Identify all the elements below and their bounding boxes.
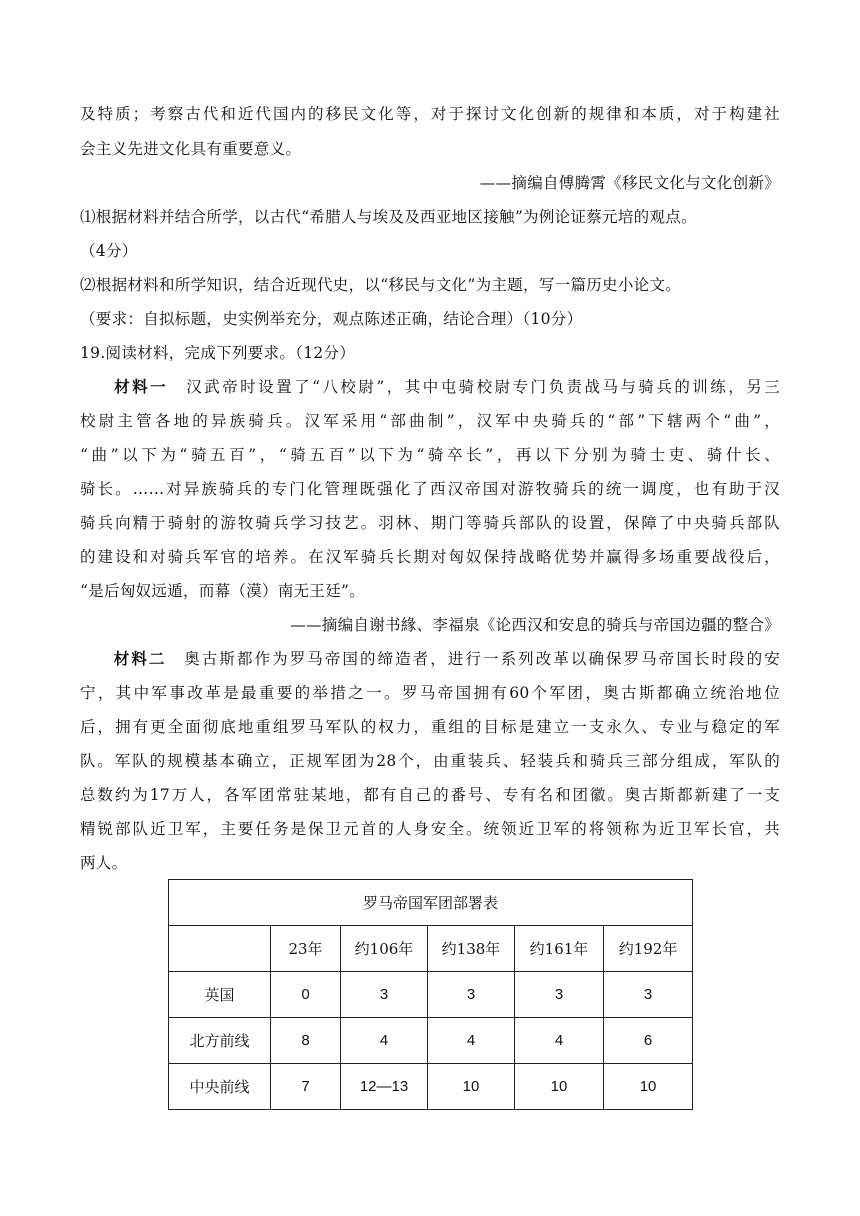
table-cell: 8 xyxy=(271,1018,341,1064)
table-cell: 4 xyxy=(515,1018,604,1064)
table-title: 罗马帝国军团部署表 xyxy=(169,880,693,926)
material-1-text: 汉武帝时设置了“八校尉”，其中屯骑校尉专门负责战马与骑兵的训练，另三 xyxy=(184,378,780,396)
table-cell: 10 xyxy=(604,1064,693,1110)
table-header-row xyxy=(169,926,693,972)
intro-source: ——摘编自傅腾霄《移民文化与文化创新》 xyxy=(479,174,780,192)
table-row xyxy=(169,1018,693,1064)
intro-line-2: 会主义先进文化具有重要意义。 xyxy=(80,140,302,158)
table-cell: 4 xyxy=(428,1018,515,1064)
material-2-text: 奥古斯都作为罗马帝国的缔造者，进行一系列改革以确保罗马帝国长时段的安 xyxy=(182,650,780,668)
material-2-line-4: 队。军队的规模基本确立，正规军团为28个，由重装兵、轻装兵和骑兵三部分组成，军队的 xyxy=(80,752,780,770)
material-1-line-1 xyxy=(80,376,780,398)
table-row xyxy=(169,972,693,1018)
table-header-cell: 约161年 xyxy=(515,926,604,972)
question-1-line-2: （4分） xyxy=(80,242,138,260)
question-19-header: 19.阅读材料，完成下列要求。（12分） xyxy=(80,344,356,362)
table-title-row xyxy=(169,880,693,926)
material-1-line-3: “曲”以下为“骑五百”，“骑五百”以下为“骑卒长”，再以下分别为骑士吏、骑什长、 xyxy=(80,446,780,464)
table-cell: 12—13 xyxy=(341,1064,428,1110)
table-row xyxy=(169,1064,693,1110)
table-cell: 3 xyxy=(604,972,693,1018)
table-cell: 3 xyxy=(341,972,428,1018)
table-cell: 4 xyxy=(341,1018,428,1064)
material-1-line-4: 骑长。……对异族骑兵的专门化管理既强化了西汉帝国对游牧骑兵的统一调度，也有助于汉 xyxy=(80,480,780,498)
table-cell: 0 xyxy=(271,972,341,1018)
material-1-label: 材料一 xyxy=(112,377,169,396)
table-cell: 7 xyxy=(271,1064,341,1110)
table-cell: 3 xyxy=(515,972,604,1018)
table-cell: 3 xyxy=(428,972,515,1018)
material-1-source: ——摘编自谢书緣、李福泉《论西汉和安息的骑兵与帝国边疆的整合》 xyxy=(290,616,780,634)
material-2-line-5: 总数约为17万人，各军团常驻某地，都有自己的番号、专有名和团徽。奥古斯都新建了一支 xyxy=(80,786,780,804)
table-header-cell: 23年 xyxy=(271,926,341,972)
table-cell: 10 xyxy=(428,1064,515,1110)
material-2-line-1 xyxy=(80,648,780,670)
material-2-label: 材料二 xyxy=(112,649,167,668)
table-row-label: 英国 xyxy=(169,972,271,1018)
legion-deployment-table xyxy=(168,879,693,1110)
question-2-line-1: ⑵根据材料和所学知识，结合近现代史，以“移民与文化”为主题，写一篇历史小论文。 xyxy=(80,276,682,294)
material-1-line-7: “是后匈奴远遁，而幕（漠）南无王廷”。 xyxy=(80,582,366,600)
table-cell: 10 xyxy=(515,1064,604,1110)
material-2-line-6: 精锐部队近卫军，主要任务是保卫元首的人身安全。统领近卫军的将领称为近卫军长官，共 xyxy=(80,820,780,838)
material-2-line-2: 宁，其中军事改革是最重要的举措之一。罗马帝国拥有60个军团，奥古斯都确立统治地位 xyxy=(80,684,780,702)
question-1-line-1: ⑴根据材料并结合所学，以古代“希腊人与埃及及西亚地区接触”为例论证蔡元培的观点。 xyxy=(80,208,697,226)
material-1-line-2: 校尉主管各地的异族骑兵。汉军采用“部曲制”，汉军中央骑兵的“部”下辖两个“曲”， xyxy=(80,412,780,430)
table-row-label: 中央前线 xyxy=(169,1064,271,1110)
material-2-line-3: 后，拥有更全面彻底地重组罗马军队的权力，重组的目标是建立一支永久、专业与稳定的军 xyxy=(80,718,780,736)
intro-line-1: 及特质；考察古代和近代国内的移民文化等，对于探讨文化创新的规律和本质，对于构建社 xyxy=(80,105,780,123)
table-header-cell xyxy=(169,926,271,972)
question-2-line-2: （要求：自拟标题，史实例举充分，观点陈述正确，结论合理）（10分） xyxy=(80,310,583,328)
table-header-cell: 约192年 xyxy=(604,926,693,972)
table-row-label: 北方前线 xyxy=(169,1018,271,1064)
material-2-line-7: 两人。 xyxy=(80,854,128,872)
table-header-cell: 约138年 xyxy=(428,926,515,972)
material-1-line-6: 的建设和对骑兵军官的培养。在汉军骑兵长期对匈奴保持战略优势并赢得多场重要战役后， xyxy=(80,548,780,566)
table-header-cell: 约106年 xyxy=(341,926,428,972)
material-1-line-5: 骑兵向精于骑射的游牧骑兵学习技艺。羽林、期门等骑兵部队的设置，保障了中央骑兵部队 xyxy=(80,514,780,532)
table-cell: 6 xyxy=(604,1018,693,1064)
